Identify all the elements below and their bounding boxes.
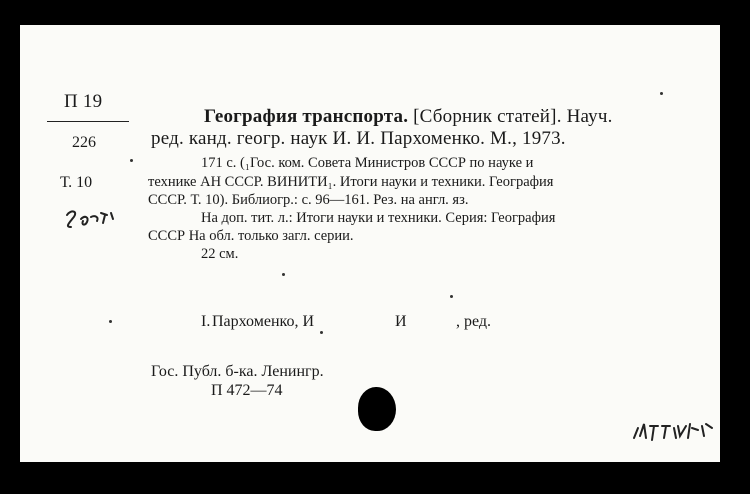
speck (320, 331, 323, 334)
call-number-line1: П 19 (64, 91, 103, 112)
catalog-card (20, 25, 720, 462)
handwritten-signature-icon (632, 418, 716, 444)
added-entry-name: Пархоменко, И (212, 313, 315, 330)
entry-line2: ред. канд. геогр. наук И. И. Пархоменко. М., 1973. (151, 128, 566, 149)
call-number-rule (47, 121, 129, 122)
speck (109, 320, 112, 323)
entry-line5: СССР. Т. 10). Библиогр.: с. 96—161. Рез. на англ. яз. (148, 192, 469, 208)
added-entry-index: I. (201, 313, 211, 330)
call-number-line2: 226 (72, 134, 96, 151)
footer-library: Гос. Публ. б-ка. Ленингр. (151, 363, 324, 380)
entry-line7: СССР На обл. только загл. серии. (148, 228, 354, 244)
entry-line6: На доп. тит. л.: Итоги науки и техники. Серия: География (201, 210, 556, 226)
added-entry-initial: И (395, 313, 407, 330)
ink-blot-icon (358, 387, 396, 431)
added-entry-role: , ред. (456, 313, 492, 330)
speck (130, 159, 133, 162)
speck (282, 273, 285, 276)
handwritten-mark-icon (61, 205, 125, 233)
entry-line4: технике АН СССР. ВИНИТИ₁. Итоги науки и техники. География (148, 174, 554, 190)
call-number-line3: Т. 10 (60, 174, 93, 191)
entry-line3: 171 с. (₁Гос. ком. Совета Министров СССР по науке и (201, 155, 534, 171)
entry-line8: 22 см. (201, 246, 239, 262)
speck (450, 295, 453, 298)
entry-title-line (204, 107, 613, 126)
entry-title-rest: [Сборник статей]. Науч. (408, 106, 613, 127)
footer-order-number: П 472—74 (211, 382, 283, 399)
entry-title: География транспорта. (204, 106, 409, 127)
speck (660, 92, 663, 95)
